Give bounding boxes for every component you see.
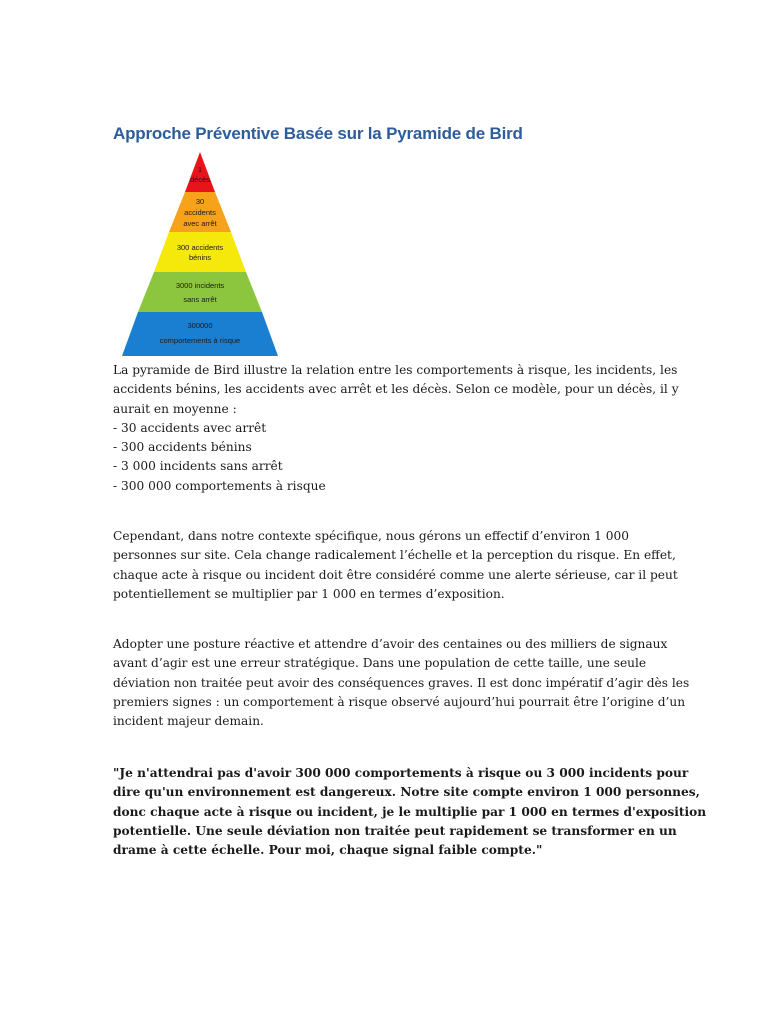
quote-line: "Je n'attendrai pas d'avoir 300 000 comportements à risque ou 3 000 incidents pour <box>113 766 689 780</box>
text-line: Cependant, dans notre contexte spécifique, nous gérons un effectif d’environ 1 000 <box>113 529 629 543</box>
document-title: Approche Préventive Basée sur la Pyramide de Bird <box>113 124 523 143</box>
text-line: La pyramide de Bird illustre la relation entre les comportements à risque, les incidents, les <box>113 363 678 377</box>
posture-paragraph <box>113 635 690 731</box>
text-line: aurait en moyenne : <box>113 401 237 416</box>
text-line: potentiellement se multiplier par 1 000 en termes d’exposition. <box>113 586 505 601</box>
pyramid-label-incidents-1: 3000 incidents <box>175 281 225 290</box>
text-line: premiers signes : un comportement à risque observé aujourd’hui pourrait être l’origine d’un <box>113 694 686 709</box>
quote-line: potentielle. Une seule déviation non traitée peut rapidement se transformer en un <box>113 823 677 838</box>
quote-line: dire qu'un environnement est dangereux. Notre site compte environ 1 000 personnes, <box>113 785 700 800</box>
text-line: personnes sur site. Cela change radicalement l’échelle et la perception du risque. En effet, <box>113 548 676 563</box>
pyramid-label-arret-2: accidents <box>184 208 216 217</box>
pyramid-label-benins-2: bénins <box>188 253 212 262</box>
pyramid-label-deces-1: 1 <box>197 165 203 174</box>
list-item: - 300 accidents bénins <box>113 440 252 455</box>
text-line: avant d’agir est une erreur stratégique. Dans une population de cette taille, une seule <box>113 656 647 671</box>
list-item: - 300 000 comportements à risque <box>113 478 326 493</box>
pyramid-label-arret-3: avec arrêt <box>183 219 217 228</box>
context-paragraph <box>113 527 678 604</box>
quote-line: donc chaque acte à risque ou incident, je le multiplie par 1 000 en termes d'exposition <box>113 804 707 819</box>
pyramid-label-deces-2: décès <box>189 175 211 184</box>
list-item: - 3 000 incidents sans arrêt <box>113 459 283 474</box>
text-line: Adopter une posture réactive et attendre d’avoir des centaines ou des milliers de signaux <box>113 637 668 651</box>
list-item: - 30 accidents avec arrêt <box>113 420 267 435</box>
pyramid-label-comportements-1: 300000 <box>187 321 213 330</box>
quote-paragraph <box>113 764 707 860</box>
bird-pyramid-figure <box>118 152 282 356</box>
pyramid-level-accidents-benins <box>154 232 246 272</box>
pyramid-label-incidents-2: sans arrêt <box>183 295 217 304</box>
pyramid-label-benins-1: 300 accidents <box>176 243 224 252</box>
pyramid-label-comportements-2: comportements à risque <box>159 336 241 345</box>
pyramid-level-incidents <box>138 272 262 312</box>
pyramid-level-comportements <box>122 312 278 356</box>
quote-line: drame à cette échelle. Pour moi, chaque signal faible compte." <box>113 843 543 858</box>
text-line: déviation non traitée peut avoir des conséquences graves. Il est donc impératif d’agir dès les <box>113 675 690 690</box>
text-line: chaque acte à risque ou incident doit être considéré comme une alerte sérieuse, car il peut <box>113 567 678 582</box>
text-line: accidents bénins, les accidents avec arrêt et les décès. Selon ce modèle, pour un décès, il y <box>113 382 679 397</box>
pyramid-label-arret-1: 30 <box>195 197 205 206</box>
text-line: incident majeur demain. <box>113 714 264 729</box>
intro-paragraph <box>113 361 679 496</box>
